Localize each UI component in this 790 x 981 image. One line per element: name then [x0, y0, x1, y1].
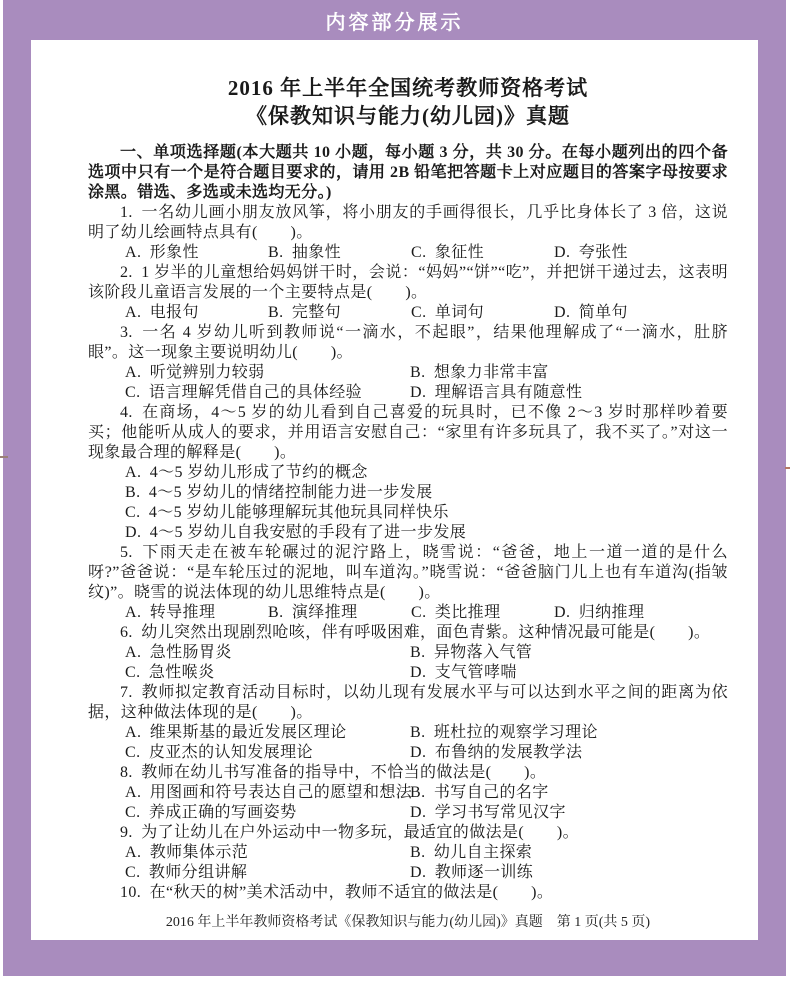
question-6-stem: 6. 幼儿突然出现剧烈呛咳，伴有呼吸困难，面色青紫。这种情况最可能是( )。 — [120, 624, 711, 641]
question-8-options — [88, 783, 728, 823]
question-3-stem: 3. 一名 4 岁幼儿听到教师说“一滴水，不起眼”，结果他理解成了“一滴水，肚脐眼”。这一现象主要说明幼儿( )。 — [88, 324, 728, 361]
question-9-option-A: A. 教师集体示范 — [125, 844, 249, 861]
question-5 — [88, 543, 728, 623]
banner-title: 内容部分展示 — [325, 11, 464, 34]
question-5-option-A: A. 转导推理 — [125, 604, 216, 621]
question-10-stem: 10. 在“秋天的树”美术活动中，教师不适宜的做法是( )。 — [120, 884, 554, 901]
question-7-option-D: D. 布鲁纳的发展教学法 — [410, 744, 583, 761]
question-2-stem: 2. 1 岁半的儿童想给妈妈饼干时，会说：“妈妈”“饼”“吃”，并把饼干递过去，这表明该阶段儿童语言发展的一个主要特点是( )。 — [88, 264, 728, 301]
exam-title-line1: 2016 年上半年全国统考教师资格考试 — [227, 76, 589, 100]
question-9-stem: 9. 为了让幼儿在户外运动中一物多玩，最适宜的做法是( )。 — [120, 824, 580, 841]
crop-mark-right — [785, 467, 790, 469]
question-5-option-B: B. 演绎推理 — [268, 604, 358, 621]
question-7-option-B: B. 班杜拉的观察学习理论 — [410, 724, 598, 741]
question-7-option-A: A. 维果斯基的最近发展区理论 — [125, 724, 347, 741]
promo-frame — [3, 0, 786, 976]
question-5-options — [88, 603, 728, 623]
question-6-option-D: D. 支气管哮喘 — [410, 664, 517, 681]
question-1-option-B: B. 抽象性 — [268, 244, 342, 261]
question-2-options — [88, 303, 728, 323]
question-9 — [88, 823, 728, 883]
question-9-option-C: C. 教师分组讲解 — [125, 864, 248, 881]
question-2-option-A: A. 电报句 — [125, 304, 199, 321]
question-9-options — [88, 843, 728, 883]
question-7-option-C: C. 皮亚杰的认知发展理论 — [125, 744, 313, 761]
page-footer: 2016 年上半年教师资格考试《保教知识与能力(幼儿园)》真题 第 1 页(共 5 页) — [165, 915, 651, 930]
question-10 — [88, 883, 728, 903]
question-3-option-A: A. 听觉辨别力较弱 — [125, 364, 265, 381]
question-2 — [88, 263, 728, 323]
question-5-option-D: D. 归纳推理 — [554, 604, 645, 621]
question-5-option-C: C. 类比推理 — [411, 604, 501, 621]
question-5-stem: 5. 下雨天走在被车轮碾过的泥泞路上，晓雪说：“爸爸，地上一道一道的是什么呀?”爸爸说：“是车轮压过的泥地，叫车道沟。”晓雪说：“爸爸脑门儿上也有车道沟(指皱纹)”。晓雪的说法体现的幼儿思维特点是( )。 — [88, 544, 728, 601]
question-3-option-B: B. 想象力非常丰富 — [410, 364, 549, 381]
question-4-option-C: C. 4～5 岁幼儿能够理解玩其他玩具同样快乐 — [125, 504, 449, 521]
question-8-option-B: B. 书写自己的名字 — [410, 784, 549, 801]
question-7 — [88, 683, 728, 763]
exam-page-content — [88, 40, 728, 932]
exam-page — [31, 40, 758, 940]
question-7-options — [88, 723, 728, 763]
question-3-option-C: C. 语言理解凭借自己的具体经验 — [125, 384, 363, 401]
question-9-option-B: B. 幼儿自主探索 — [410, 844, 533, 861]
question-8-option-C: C. 养成正确的写画姿势 — [125, 804, 297, 821]
question-4-options — [88, 463, 728, 543]
section-instructions: 一、单项选择题(本大题共 10 小题，每小题 3 分，共 30 分。在每小题列出的四个备选项中只有一个是符合题目要求的，请用 2B 铅笔把答题卡上对应题目的答案字母按要求涂黑。错选、多选或未选均无分。) — [88, 144, 728, 201]
exam-body — [88, 143, 728, 903]
question-4-option-B: B. 4～5 岁幼儿的情绪控制能力进一步发展 — [125, 484, 433, 501]
question-1-stem: 1. 一名幼儿画小朋友放风筝，将小朋友的手画得很长，几乎比身体长了 3 倍，这说明了幼儿绘画特点具有( )。 — [88, 204, 728, 241]
question-9-option-D: D. 教师逐一训练 — [410, 864, 534, 881]
question-list — [88, 203, 728, 903]
question-6 — [88, 623, 728, 683]
question-6-option-B: B. 异物落入气管 — [410, 644, 533, 661]
question-1-option-C: C. 象征性 — [411, 244, 485, 261]
question-4-option-D: D. 4～5 岁幼儿自我安慰的手段有了进一步发展 — [125, 524, 467, 541]
question-7-stem: 7. 教师拟定教育活动目标时，以幼儿现有发展水平与可以达到水平之间的距离为依据，这种做法体现的是( )。 — [88, 684, 728, 721]
question-4-option-A: A. 4～5 岁幼儿形成了节约的概念 — [125, 464, 368, 481]
question-2-option-C: C. 单词句 — [411, 304, 485, 321]
question-4 — [88, 403, 728, 543]
exam-title-line2: 《保教知识与能力(幼儿园)》真题 — [246, 104, 570, 128]
question-6-options — [88, 643, 728, 683]
question-8 — [88, 763, 728, 823]
question-6-option-C: C. 急性喉炎 — [125, 664, 215, 681]
question-1 — [88, 203, 728, 263]
question-2-option-B: B. 完整句 — [268, 304, 342, 321]
crop-mark-left — [0, 456, 8, 458]
question-3 — [88, 323, 728, 403]
question-6-option-A: A. 急性肠胃炎 — [125, 644, 232, 661]
question-3-options — [88, 363, 728, 403]
question-8-stem: 8. 教师在幼儿书写准备的指导中，不恰当的做法是( )。 — [120, 764, 547, 781]
question-8-option-A: A. 用图画和符号表达自己的愿望和想法 — [125, 784, 413, 801]
question-3-option-D: D. 理解语言具有随意性 — [410, 384, 583, 401]
question-8-option-D: D. 学习书写常见汉字 — [410, 804, 566, 821]
question-4-stem: 4. 在商场，4～5 岁的幼儿看到自己喜爱的玩具时，已不像 2～3 岁时那样吵着要买；他能听从成人的要求，并用语言安慰自己：“家里有许多玩具了，我不买了。”对这一现象最合理的解释是( )。 — [88, 404, 728, 461]
question-1-option-A: A. 形象性 — [125, 244, 199, 261]
question-1-options — [88, 243, 728, 263]
question-1-option-D: D. 夸张性 — [554, 244, 628, 261]
question-2-option-D: D. 简单句 — [554, 304, 628, 321]
